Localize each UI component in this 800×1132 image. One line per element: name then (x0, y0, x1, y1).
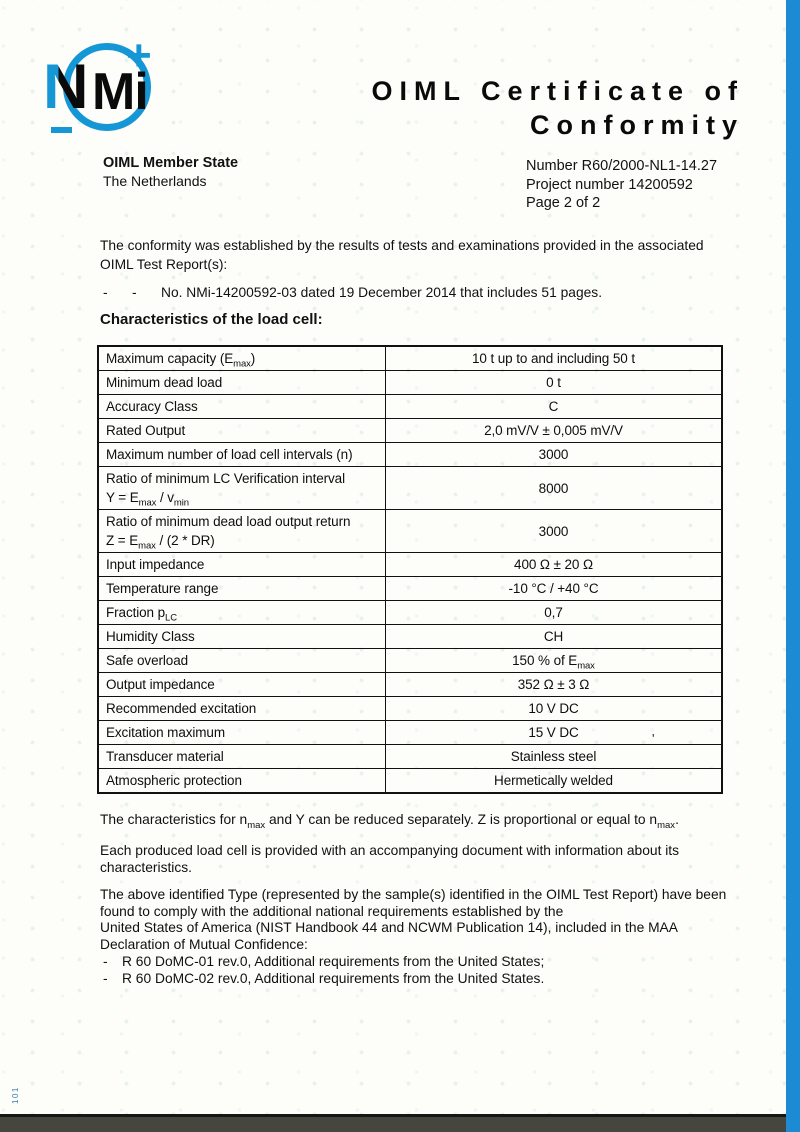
spec-label-cell: Minimum dead load (98, 371, 386, 395)
spec-label-cell: Temperature range (98, 577, 386, 601)
table-heading: Characteristics of the load cell: (100, 311, 323, 328)
spec-value-cell: 2,0 mV/V ± 0,005 mV/V (386, 419, 723, 443)
spec-value-cell: 400 Ω ± 20 Ω (386, 553, 723, 577)
member-state-value: The Netherlands (103, 173, 207, 189)
table-row (98, 673, 722, 697)
page-title (371, 74, 744, 142)
characteristics-table (97, 345, 723, 794)
spec-label-cell: Fraction $p_{LC}$ (98, 601, 386, 625)
spec-value-cell: 10 t up to and including 50 t (386, 346, 723, 371)
domc-list-item (103, 971, 544, 988)
nmi-logo (42, 31, 182, 152)
table-row (98, 553, 722, 577)
spec-value-cell: 3000 (386, 443, 723, 467)
domc-list (103, 954, 544, 987)
spec-value-cell: 150 % of $E_{max}$ (386, 649, 723, 673)
spec-label-cell: Safe overload (98, 649, 386, 673)
spec-value-cell: 15 V DC (386, 721, 723, 745)
domc-list-item (103, 954, 544, 971)
report-text: No. NMi-14200592-03 dated 19 December 2014 that includes 51 pages. (161, 285, 603, 300)
side-page-label: 101 (11, 1086, 20, 1104)
spec-label-cell: Humidity Class (98, 625, 386, 649)
member-state-label: OIML Member State (103, 155, 239, 171)
scan-bottom-edge (0, 1114, 800, 1132)
table-row (98, 745, 722, 769)
spec-value-cell: C (386, 395, 723, 419)
table-row (98, 419, 722, 443)
page-blue-edge (786, 0, 800, 1132)
spec-label-cell: Atmospheric protection (98, 769, 386, 794)
spec-label-cell: Recommended excitation (98, 697, 386, 721)
domc-bullet: - (103, 970, 108, 986)
logo-letter-n: N (43, 52, 89, 122)
table-row (98, 577, 722, 601)
spec-value-cell: 3000 (386, 510, 723, 553)
report-dash-1: - (103, 285, 108, 300)
spec-value-cell: 352 Ω ± 3 Ω (386, 673, 723, 697)
spec-value-cell: 0 t (386, 371, 723, 395)
spec-value-cell: 8000 (386, 467, 723, 510)
table-row (98, 697, 722, 721)
test-report-line (103, 285, 602, 300)
member-state-block (103, 154, 238, 190)
table-row (98, 601, 722, 625)
scan-stray-mark: ' (652, 731, 655, 746)
spec-value-cell: Hermetically welded (386, 769, 723, 794)
spec-value-cell: 10 V DC (386, 697, 723, 721)
note-reduction: The characteristics for $n_{max}$ and Y can be reduced separately. Z is proportional or equal to $n_{max}$. (100, 812, 679, 831)
header-meta-line: Number R60/2000-NL1-14.27 (526, 158, 718, 174)
note-accompanying-doc: Each produced load cell is provided with an accompanying document with information about its characteristics. (100, 843, 680, 875)
spec-label-cell: Rated Output (98, 419, 386, 443)
table-row (98, 395, 722, 419)
spec-value-cell: CH (386, 625, 723, 649)
table-row (98, 346, 722, 371)
certificate-meta (526, 157, 717, 213)
spec-value-cell: -10 °C / +40 °C (386, 577, 723, 601)
table-row (98, 443, 722, 467)
spec-label-cell: Maximum number of load cell intervals (n) (98, 443, 386, 467)
spec-label-cell: Accuracy Class (98, 395, 386, 419)
spec-value-cell: Stainless steel (386, 745, 723, 769)
table-row (98, 721, 722, 745)
report-dash-2: - (132, 285, 137, 300)
spec-label-cell: Ratio of minimum LC Verification interval $Y = E_{max} / v_{min}$ (98, 467, 386, 510)
header-meta-line: Page 2 of 2 (526, 195, 601, 211)
table-row (98, 625, 722, 649)
domc-text: R 60 DoMC-01 rev.0, Additional requirements from the United States; (122, 954, 545, 969)
spec-label-cell: Input impedance (98, 553, 386, 577)
characteristics-table-body (98, 346, 722, 793)
logo-letters-mi: Mi (92, 63, 148, 121)
spec-label-cell: Ratio of minimum dead load output return $Z = E_{max} / (2 * DR)$ (98, 510, 386, 553)
domc-bullet: - (103, 954, 108, 969)
spec-label-cell: Excitation maximum (98, 721, 386, 745)
title-line-2: Conformity (530, 110, 744, 140)
table-row (98, 467, 722, 510)
spec-label-cell: Output impedance (98, 673, 386, 697)
table-row (98, 769, 722, 794)
spec-value-cell: 0,7 (386, 601, 723, 625)
logo-minus-icon (51, 127, 72, 133)
table-row (98, 510, 722, 553)
logo-plus-icon: + (126, 31, 152, 80)
header-meta-line: Project number 14200592 (526, 176, 693, 193)
note-national-requirements: The above identified Type (represented by the sample(s) identified in the OIML Test Report) have been found to comply with the additional national requirements established by the United States of America (NIST Handbook 44 and NCWM Publication 14), included in the MAA Declaration of Mutual Confidence: (100, 887, 727, 952)
spec-label-cell: Transducer material (98, 745, 386, 769)
intro-paragraph: The conformity was established by the results of tests and examinations provided in the associated OIML Test Report(s): (100, 238, 704, 272)
table-row (98, 649, 722, 673)
title-line-1: OIML Certificate of (371, 76, 744, 106)
domc-text: R 60 DoMC-02 rev.0, Additional requirements from the United States. (122, 970, 545, 986)
table-row (98, 371, 722, 395)
spec-label-cell: Maximum capacity $(E_{max})$ (98, 346, 386, 371)
